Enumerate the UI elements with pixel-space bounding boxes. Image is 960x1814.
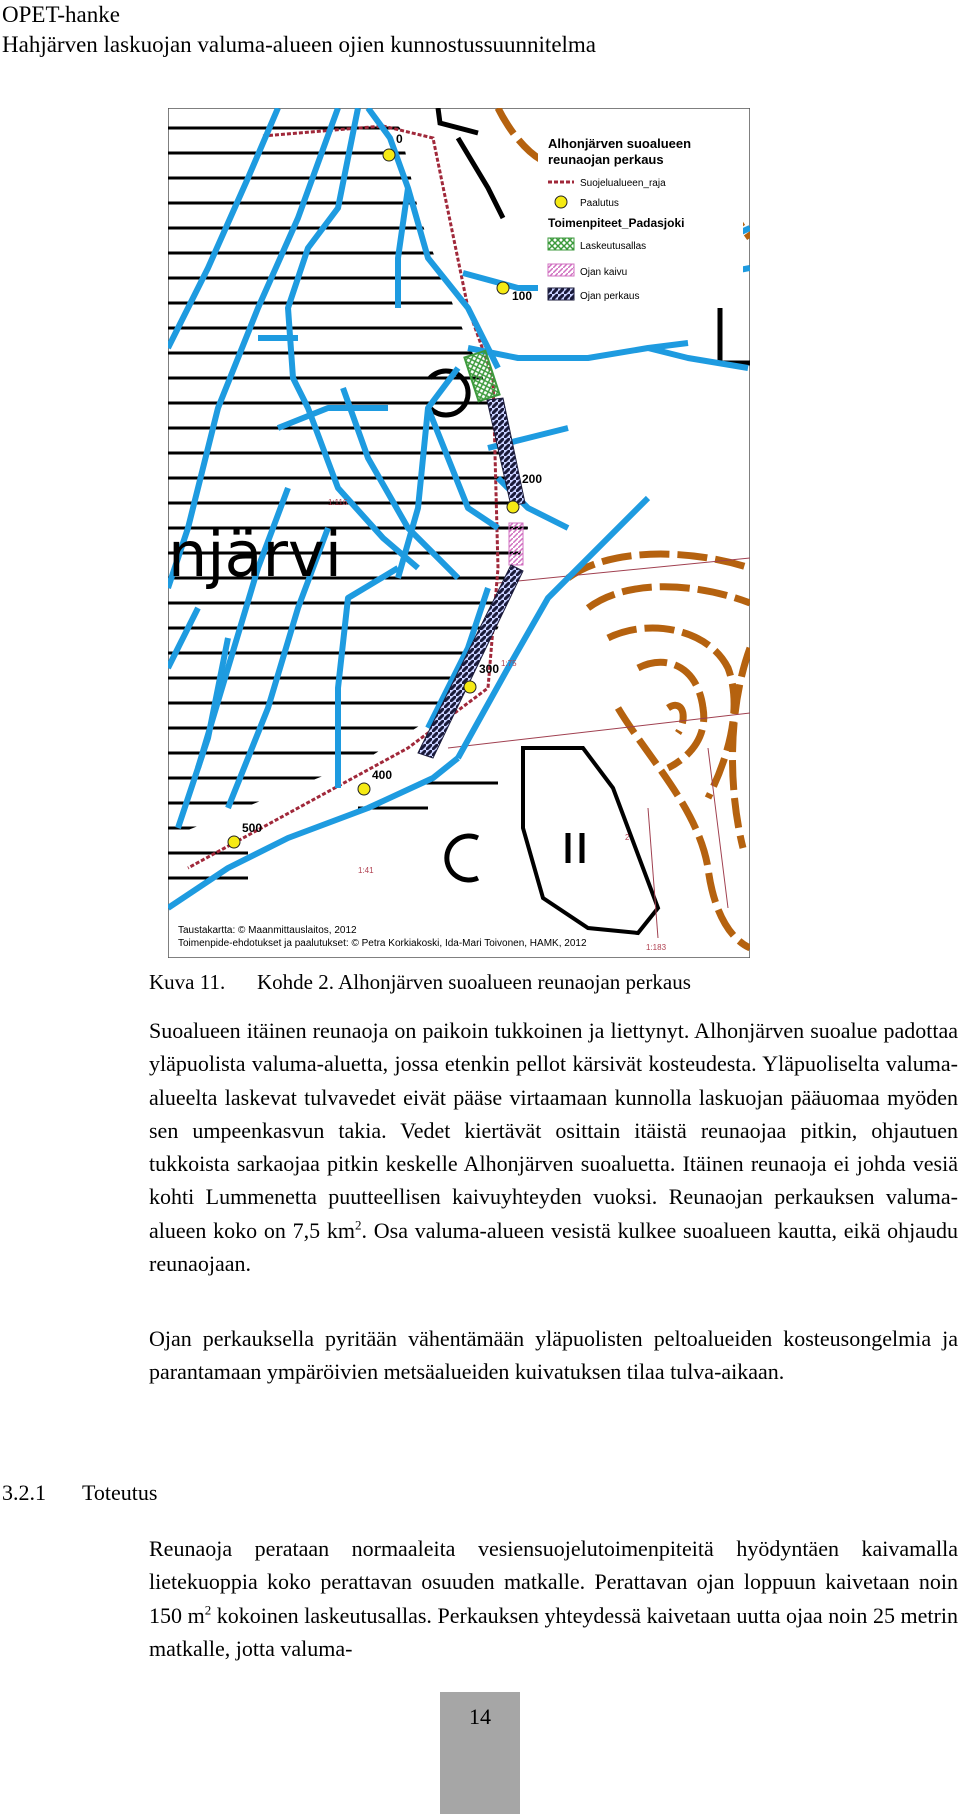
- legend-settling-label: Laskeutusallas: [580, 241, 647, 252]
- stake-label-0: 0: [396, 132, 403, 146]
- paragraph-1-text: Suoalueen itäinen reunaoja on paikoin tukkoinen ja liettynyt. Alhonjärven suoalue padottaa yläpuolista valuma-aluetta, jossa etenkin pellot kärsivät kosteudesta. Yläpuoliselta valuma-alueelta laskevat tulvavedet eivät pääse virtaamaan kunnolla laskuojan pääuomaa myöden sen umpeenkasvun takia. Vedet kiertävät osittain itäistä reunaojaa pitkin, ohjautuen tukkoista sarkaojaa pitkin keskelle Alhonjärven suoaluetta. Itäinen reunaoja ei johda vesiä kohti Lummenetta puutteellisen kaivuyhteyden vuoksi. Reunaojan perkauksen valuma-alueen koko on 7,5 km: [149, 1018, 958, 1243]
- section-title: Toteutus: [82, 1480, 158, 1505]
- map-legend: [538, 126, 743, 306]
- scale-label-3: 1:41: [358, 866, 374, 875]
- page-number: 14: [469, 1704, 491, 1729]
- legend-title-line2: reunaojan perkaus: [548, 152, 664, 167]
- page-header: [2, 0, 596, 60]
- caption-number: Kuva 11.: [149, 970, 226, 994]
- scale-label-5: 2: [625, 833, 630, 842]
- scale-label-1: 1:116: [328, 498, 348, 507]
- paragraph-1: [149, 1014, 958, 1280]
- stake-label-500: 500: [242, 821, 263, 835]
- stake-marker-500: [228, 836, 240, 848]
- stake-marker-0: [383, 149, 395, 161]
- paragraph-3-text: Reunaoja perataan normaaleita vesiensuojelutoimenpiteitä hyödyntäen kaivamalla lietekuoppia koko perattavan osuuden matkalle. Perattavan ojan loppuun kaivetaan noin 150 m: [149, 1536, 958, 1628]
- stake-marker-400: [358, 783, 370, 795]
- paragraph-3: [149, 1532, 958, 1665]
- legend-boundary-label: Suojelualueen_raja: [580, 178, 666, 189]
- stake-marker-100: [497, 282, 509, 294]
- stake-label-100: 100: [512, 289, 533, 303]
- lake-name-label: njärvi: [168, 518, 342, 591]
- legend-settling-swatch: [548, 238, 574, 250]
- legend-clearing-label: Ojan perkaus: [580, 291, 640, 302]
- legend-digging-label: Ojan kaivu: [580, 267, 628, 278]
- paragraph-1-sup: 2: [355, 1217, 362, 1233]
- paragraph-3-text-end: kokoinen laskeutusallas. Perkauksen yhteydessä kaivetaan uutta ojaa noin 25 metrin matkalle, jotta valuma-: [149, 1602, 958, 1661]
- stake-label-200: 200: [522, 472, 543, 486]
- section-heading: [2, 1480, 157, 1506]
- legend-digging-swatch: [548, 264, 574, 276]
- paragraph-2: Ojan perkauksella pyritään vähentämään yläpuolisten peltoalueiden kosteusongelmia ja parantamaan ympäröivien metsäalueiden kuivatuksen tilaa tulva-aikaan.: [149, 1326, 958, 1385]
- scale-label-4: 1:183: [646, 943, 667, 952]
- legend-title-line1: Alhonjärven suoalueen: [548, 136, 692, 151]
- header-title: Hahjärven laskuojan valuma-alueen ojien kunnostussuunnitelma: [2, 32, 597, 57]
- map-figure: [168, 108, 750, 958]
- stake-marker-200: [507, 501, 519, 513]
- caption-text: Kohde 2. Alhonjärven suoalueen reunaojan perkaus: [257, 970, 691, 994]
- stake-marker-300: [464, 681, 476, 693]
- legend-stake-swatch: [555, 196, 567, 208]
- paragraph-1-text-end: . Osa valuma-alueen vesistä kulkee suoalueen kautta, eikä ohjaudu reunaojaan.: [149, 1217, 958, 1277]
- legend-stake-label: Paalutus: [580, 198, 619, 209]
- page-number-box: [440, 1692, 520, 1814]
- legend-clearing-swatch: [548, 288, 574, 300]
- new-ditch-segment: [509, 523, 523, 565]
- scale-label-2: 1:75: [501, 659, 517, 668]
- stake-label-400: 400: [372, 768, 393, 782]
- credits-line2: Toimenpide-ehdotukset ja paalutukset: © Petra Korkiakoski, Ida-Mari Toivonen, HAMK, 2012: [178, 938, 587, 949]
- map-image: [168, 108, 750, 958]
- figure-caption: [149, 970, 691, 995]
- header-project: OPET-hanke: [2, 2, 120, 27]
- legend-subtitle: Toimenpiteet_Padasjoki: [548, 216, 685, 230]
- paragraph-3-sup: 2: [204, 1602, 212, 1618]
- credits-line1: Taustakartta: © Maanmittauslaitos, 2012: [178, 925, 357, 936]
- stake-label-300: 300: [479, 662, 500, 676]
- section-number: 3.2.1: [2, 1480, 46, 1505]
